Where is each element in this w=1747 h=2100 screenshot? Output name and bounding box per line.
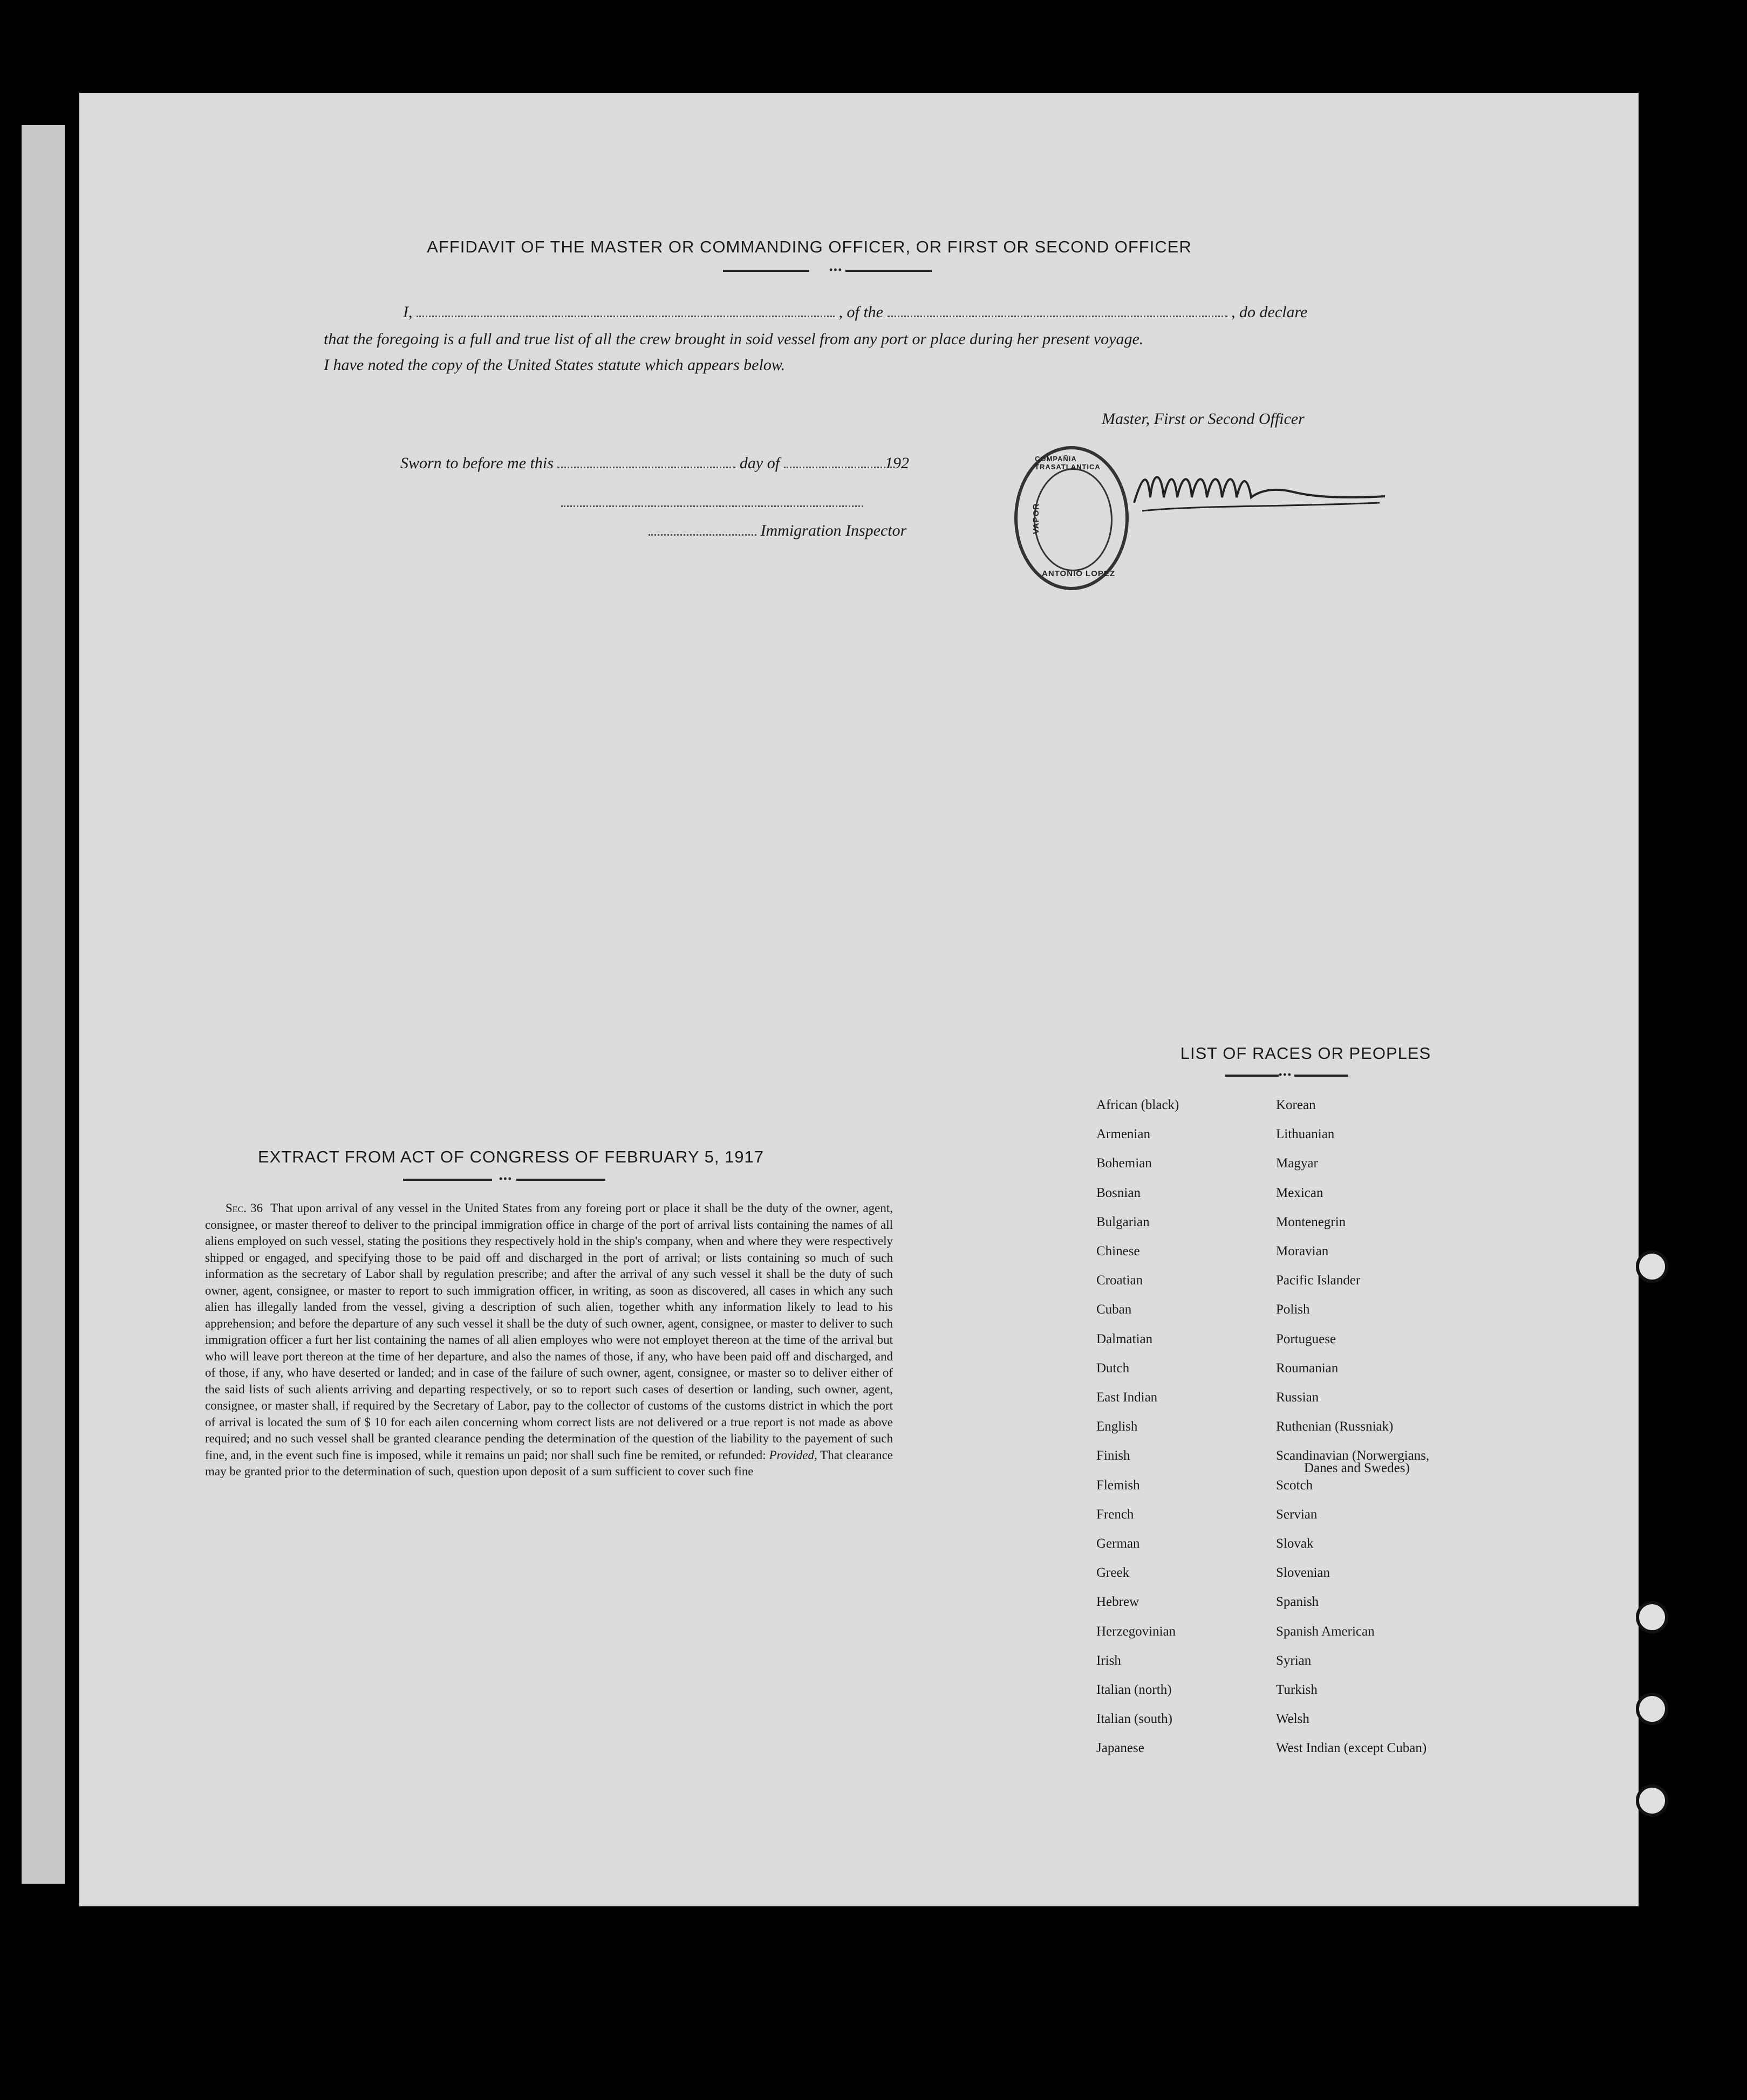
race-item-4: Mexican: [1276, 1185, 1323, 1200]
race-item-15: French: [1096, 1507, 1134, 1522]
races-column-2: [1276, 1091, 1429, 1763]
affidavit-line-2: that the foregoing is a full and true list of all the crew brought in soid vessel from any port or place during her present voyage.: [324, 330, 1144, 348]
extract-body: [205, 1200, 893, 1480]
race-item-16: Slovak: [1276, 1536, 1314, 1551]
seal-left-text: VAPOR: [1032, 503, 1041, 535]
race-item-13: Scandinavian (Norwergians,: [1276, 1448, 1430, 1463]
heading-rule: [845, 270, 932, 272]
race-item-23: Japanese: [1096, 1741, 1144, 1756]
punch-hole: [1636, 1250, 1668, 1283]
officer-signature: [1131, 460, 1390, 519]
sworn-day-field[interactable]: [557, 467, 735, 468]
race-item-22: Welsh: [1276, 1712, 1309, 1727]
heading-rule: [723, 270, 809, 272]
punch-hole: [1636, 1693, 1668, 1725]
inspector-line: [649, 522, 906, 540]
races-heading: LIST OF RACES OR PEOPLES: [1180, 1044, 1431, 1063]
section-text: That upon arrival of any vessel in the United States from any foreing port or place it shall be the duty of the owner, agent, consignee, or master thereof to deliver to the principal immigration office in charge of the port of arrival lists containing the names of all aliens employed on such vessel, stating the positions they respectively hold in the ship's company, when and where they were respectively shipped or engaged, and specifying those to be paid off and discharged in the port of arrival; or lists containing so much of such information as the secretary of Labor shall by regulation prescribe; and after the arrival of any such vessel it shall be the duty of such owner, agent, consignee, or master to report to such immigration officer, in writing, as soon as discovered, all cases in which any such alien has illegally landed from the vessel, giving a description of such alien, together whith any information likely to lead to his apprehension; and before the departure of any such vessel it shall be the duty of such owner, agent, consignee, or master to deliver to such immigration officer a furt her list containing the names of all alien employes who were not employet thereon at the time of the arrival but who will leave port thereon at the time of her departure, and also the names of those, if any, who have been paid off and discharged, and of those, if any, who have deserted or landed; and in case of the failure of such owner, agent, consignee, or master so to deliver either of the said lists of such alients arriving and departing respectively, or so to report such cases of desertion or landing, such owner, agent, consignee, or master shall, if required by the Secretary of Labor, pay to the collector of customs of the customs district in which the port of arrival is located the sum of $ 10 for each ailen concerning whom correct lists are not delivered or a true report is not made as above required; and no such vessel shall be granted clearance pending the determination of the question of the liability to the payement of such fine, and, in the event such fine is imposed, while it remains un paid; nor shall such fine be remited, or refunded:: [205, 1201, 893, 1462]
race-item-13: Finish: [1096, 1448, 1130, 1463]
vessel-name-field[interactable]: [888, 316, 1227, 317]
declare-suffix: , do declare: [1231, 303, 1308, 321]
seal-anchor-emblem: [1034, 468, 1113, 571]
race-item-18: Hebrew: [1096, 1595, 1139, 1610]
race-item-12: Ruthenian (Russniak): [1276, 1419, 1394, 1434]
race-item-6: Moravian: [1276, 1244, 1329, 1259]
inspector-signature-line[interactable]: [561, 505, 863, 507]
adjacent-page-edge: [22, 125, 65, 1884]
race-item-8: Polish: [1276, 1302, 1310, 1317]
race-item-9: Dalmatian: [1096, 1331, 1153, 1346]
race-item-2: Armenian: [1096, 1127, 1150, 1142]
race-item-20: Irish: [1096, 1653, 1121, 1668]
race-item-22: Italian (south): [1096, 1712, 1172, 1727]
document-page: [79, 93, 1639, 1906]
punch-hole: [1636, 1601, 1668, 1633]
section-label: Sec. 36: [226, 1201, 263, 1215]
declarant-name-field[interactable]: [417, 316, 835, 317]
race-item-19: Spanish American: [1276, 1624, 1375, 1639]
race-item-14: Flemish: [1096, 1477, 1140, 1493]
heading-rule-dots: •••: [829, 264, 843, 275]
race-item-4: Bosnian: [1096, 1185, 1141, 1200]
race-item-3: Bohemian: [1096, 1156, 1152, 1171]
master-signature-label: Master, First or Second Officer: [1102, 410, 1305, 428]
race-item-5: Bulgarian: [1096, 1214, 1150, 1229]
race-item-11: East Indian: [1096, 1390, 1158, 1405]
races-heading-rule: [1225, 1075, 1279, 1077]
races-heading-rule-dots: •••: [1279, 1069, 1292, 1080]
vessel-prefix: , of the: [838, 303, 883, 321]
declarant-prefix: I,: [403, 303, 413, 321]
sworn-day-of: day of: [739, 454, 780, 472]
proviso-text: That clearance may be granted prior to the determination of such, question upon deposit of a sum sufficient to cover such fine: [205, 1448, 893, 1478]
extract-heading-rule-dots: •••: [499, 1173, 513, 1184]
race-item-17: Slovenian: [1276, 1565, 1330, 1581]
races-continuation: Danes and Swedes): [1304, 1461, 1410, 1475]
extract-heading-rule: [516, 1179, 605, 1181]
race-item-12: English: [1096, 1419, 1138, 1434]
race-item-18: Spanish: [1276, 1595, 1319, 1610]
race-item-6: Chinese: [1096, 1244, 1140, 1259]
seal-bottom-text: ANTONIO LOPEZ: [1042, 569, 1116, 578]
race-item-7: Croatian: [1096, 1273, 1143, 1288]
race-item-1: Korean: [1276, 1098, 1316, 1112]
race-item-11: Russian: [1276, 1390, 1319, 1405]
race-item-9: Portuguese: [1276, 1331, 1336, 1346]
race-item-19: Herzegovinian: [1096, 1624, 1176, 1639]
inspector-label: Immigration Inspector: [760, 522, 907, 539]
race-item-1: African (black): [1096, 1098, 1179, 1112]
punch-hole: [1636, 1784, 1668, 1817]
company-seal-stamp: [1014, 446, 1129, 590]
affidavit-line-1: [403, 303, 1307, 322]
race-item-10: Dutch: [1096, 1360, 1130, 1376]
race-item-2: Lithuanian: [1276, 1127, 1335, 1142]
sworn-year: 192: [885, 454, 910, 472]
sworn-prefix: Sworn to before me this: [400, 454, 554, 472]
sworn-month-field[interactable]: [784, 467, 892, 468]
seal-top-text: COMPAÑIA TRASATLANTICA: [1035, 455, 1101, 471]
race-item-17: Greek: [1096, 1565, 1130, 1581]
proviso-label: Provided,: [769, 1448, 817, 1462]
race-item-7: Pacific Islander: [1276, 1273, 1361, 1288]
race-item-5: Montenegrin: [1276, 1214, 1346, 1229]
race-item-10: Roumanian: [1276, 1360, 1339, 1376]
races-heading-rule: [1294, 1075, 1348, 1077]
races-column-1: [1096, 1091, 1179, 1763]
race-item-8: Cuban: [1096, 1302, 1132, 1317]
race-item-21: Turkish: [1276, 1682, 1318, 1698]
race-item-14: Scotch: [1276, 1477, 1313, 1493]
race-item-20: Syrian: [1276, 1653, 1312, 1668]
sworn-line: [400, 454, 909, 473]
inspector-name-field[interactable]: [649, 534, 756, 536]
race-item-15: Servian: [1276, 1507, 1318, 1522]
race-item-21: Italian (north): [1096, 1682, 1172, 1698]
extract-heading: EXTRACT FROM ACT OF CONGRESS OF FEBRUARY 5, 1917: [257, 1147, 765, 1166]
extract-heading-rule: [403, 1179, 492, 1181]
race-item-23: West Indian (except Cuban): [1276, 1741, 1427, 1756]
race-item-16: German: [1096, 1536, 1140, 1551]
race-item-3: Magyar: [1276, 1156, 1318, 1171]
affidavit-line-3: I have noted the copy of the United States statute which appears below.: [324, 356, 786, 374]
affidavit-heading: AFFIDAVIT OF THE MASTER OR COMMANDING OFFICER, OR FIRST OR SECOND OFFICER: [427, 237, 1192, 256]
